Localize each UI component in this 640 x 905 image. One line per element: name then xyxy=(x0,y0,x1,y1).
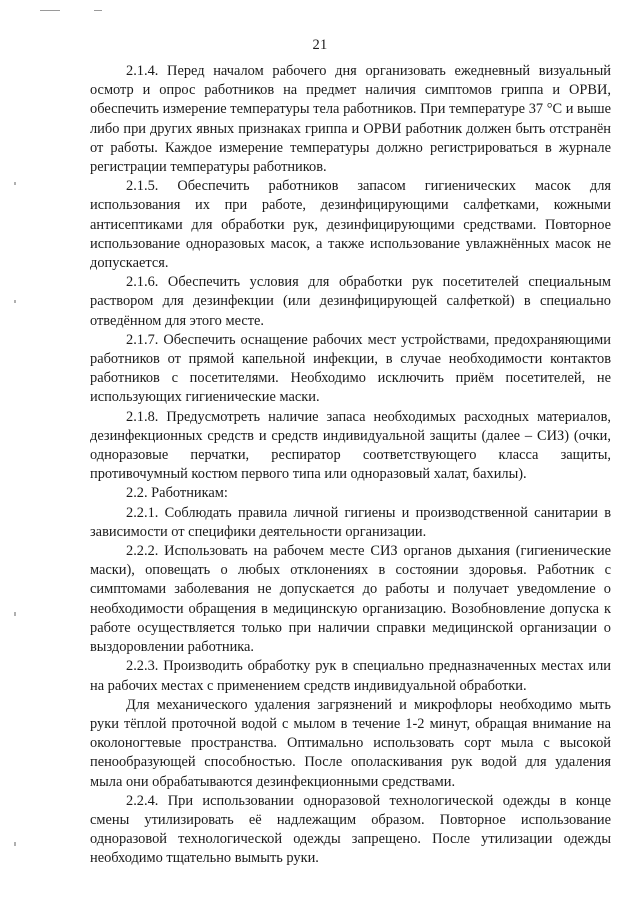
scan-artifact xyxy=(14,612,16,616)
scan-artifact xyxy=(40,10,60,11)
document-body xyxy=(90,62,611,869)
section-heading-2-2: 2.2. Работникам: xyxy=(126,485,228,502)
paragraph-2-1-5: 2.1.5. Обеспечить работников запасом гигиенических масок для использования их при работе, дезинфицирующими салфетками, кожными антисептиками для обработки рук, дезинфицирующими средствами. Повторное использование одноразовых масок, а также использование увлажнённых масок не допускается. xyxy=(90,178,611,272)
paragraph-2-2-1: 2.2.1. Соблюдать правила личной гигиены и производственной санитарии в зависимости от специфики деятельности организации. xyxy=(90,504,611,540)
scan-artifact xyxy=(14,842,16,846)
scan-artifact xyxy=(14,182,16,185)
paragraph-2-1-4: 2.1.4. Перед началом рабочего дня организовать ежедневный визуальный осмотр и опрос работников на предмет наличия симптомов гриппа и ОРВИ, обеспечить измерение температуры тела работников. При температуре 37 °С и выше либо при других явных признаках гриппа и ОРВИ работник должен быть отстранён от работы. Каждое измерение температуры должно регистрироваться в журнале регистрации температуры работников. xyxy=(90,63,611,176)
paragraph-hand-washing: Для механического удаления загрязнений и микрофлоры необходимо мыть руки тёплой проточной водой с мылом в течение 1-2 минут, обращая внимание на околоногтевые пространства. Оптимально использовать сорт мыла с высокой пенообразующей способностью. После ополаскивания рук водой для удаления мыла они обрабатываются дезинфекционными средствами. xyxy=(90,696,611,790)
paragraph-2-1-8: 2.1.8. Предусмотреть наличие запаса необходимых расходных материалов, дезинфекционных средств и средств индивидуальной защиты (далее – СИЗ) (очки, одноразовые перчатки, респиратор соответствующего класса защиты, противочумный костюм первого типа или одноразовый халат, бахилы). xyxy=(90,408,611,483)
scan-artifact xyxy=(94,10,102,11)
paragraph-2-2-4: 2.2.4. При использовании одноразовой технологической одежды в конце смены утилизировать её надлежащим образом. Повторное использование одноразовой технологической одежды запрещено. После утилизации одежды необходимо тщательно вымыть руки. xyxy=(90,792,611,867)
paragraph-2-2-2: 2.2.2. Использовать на рабочем месте СИЗ органов дыхания (гигиенические маски), оповещать о любых отклонениях в состоянии здоровья. Работник с симптомами заболевания не допускается до работы и получает уведомление о необходимости обращения в медицинскую организацию. Возобновление допуска к работе осуществляется только при наличии справки медицинской организации о выздоровлении работника. xyxy=(90,543,611,656)
paragraph-2-1-7: 2.1.7. Обеспечить оснащение рабочих мест устройствами, предохраняющими работников от прямой капельной инфекции, в случае необходимости контактов работников с посетителями. Необходимо исключить приём посетителей, не использующих гигиенические маски. xyxy=(90,331,611,406)
page-number: 21 xyxy=(312,37,328,53)
paragraph-2-2-3: 2.2.3. Производить обработку рук в специально предназначенных местах или на рабочих местах с применением средств индивидуальной обработки. xyxy=(90,658,611,694)
paragraph-2-1-6: 2.1.6. Обеспечить условия для обработки рук посетителей специальным раствором для дезинфекции (или дезинфицирующей салфеткой) в специально отведённом для этого месте. xyxy=(90,274,611,329)
scan-artifact xyxy=(14,300,16,303)
